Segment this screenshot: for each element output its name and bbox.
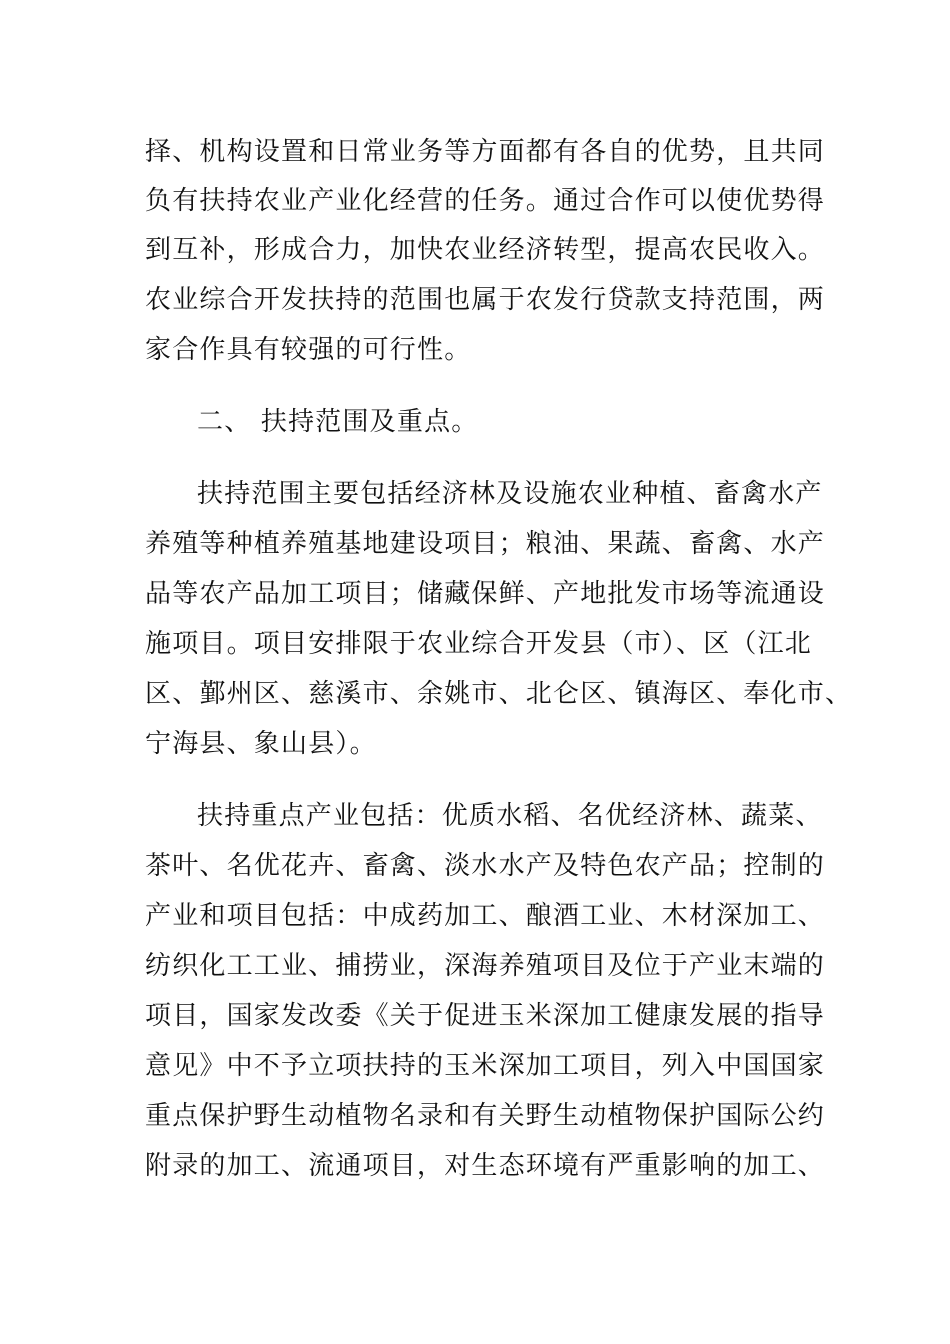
paragraph-line: 纺织化工工业、捕捞业，深海养殖项目及位于产业末端的 — [145, 951, 826, 981]
paragraph-line: 择、机构设置和日常业务等方面都有各自的优势，且共同 — [145, 137, 826, 167]
paragraph-line: 附录的加工、流通项目，对生态环境有严重影响的加工、 — [145, 1151, 826, 1181]
paragraph-line: 扶持范围主要包括经济林及设施农业种植、畜禽水产 — [197, 479, 823, 509]
paragraph-line: 品等农产品加工项目；储藏保鲜、产地批发市场等流通设 — [145, 579, 826, 609]
paragraph-line: 区、鄞州区、慈溪市、余姚市、北仑区、镇海区、奉化市、 — [145, 679, 853, 709]
paragraph-line: 养殖等种植养殖基地建设项目；粮油、果蔬、畜禽、水产 — [145, 529, 826, 559]
paragraph-line: 茶叶、名优花卉、畜禽、淡水水产及特色农产品；控制的 — [145, 851, 826, 881]
paragraph-line: 扶持重点产业包括：优质水稻、名优经济林、蔬菜、 — [197, 801, 823, 831]
paragraph-line: 到互补，形成合力，加快农业经济转型，提高农民收入。 — [145, 235, 826, 265]
paragraph-line: 产业和项目包括：中成药加工、酿酒工业、木材深加工、 — [145, 901, 826, 931]
paragraph-line: 农业综合开发扶持的范围也属于农发行贷款支持范围，两 — [145, 285, 826, 315]
paragraph-line: 意见》中不予立项扶持的玉米深加工项目，列入中国国家 — [145, 1051, 826, 1081]
paragraph-line: 家合作具有较强的可行性。 — [145, 335, 472, 365]
paragraph-line: 项目，国家发改委《关于促进玉米深加工健康发展的指导 — [145, 1001, 826, 1031]
section-heading: 二、 扶持范围及重点。 — [197, 407, 479, 437]
paragraph-line: 施项目。项目安排限于农业综合开发县（市）、区（江北 — [145, 629, 813, 659]
paragraph-line: 宁海县、象山县）。 — [145, 729, 377, 759]
paragraph-line: 重点保护野生动植物名录和有关野生动植物保护国际公约 — [145, 1101, 826, 1131]
paragraph-line: 负有扶持农业产业化经营的任务。通过合作可以使优势得 — [145, 186, 826, 216]
